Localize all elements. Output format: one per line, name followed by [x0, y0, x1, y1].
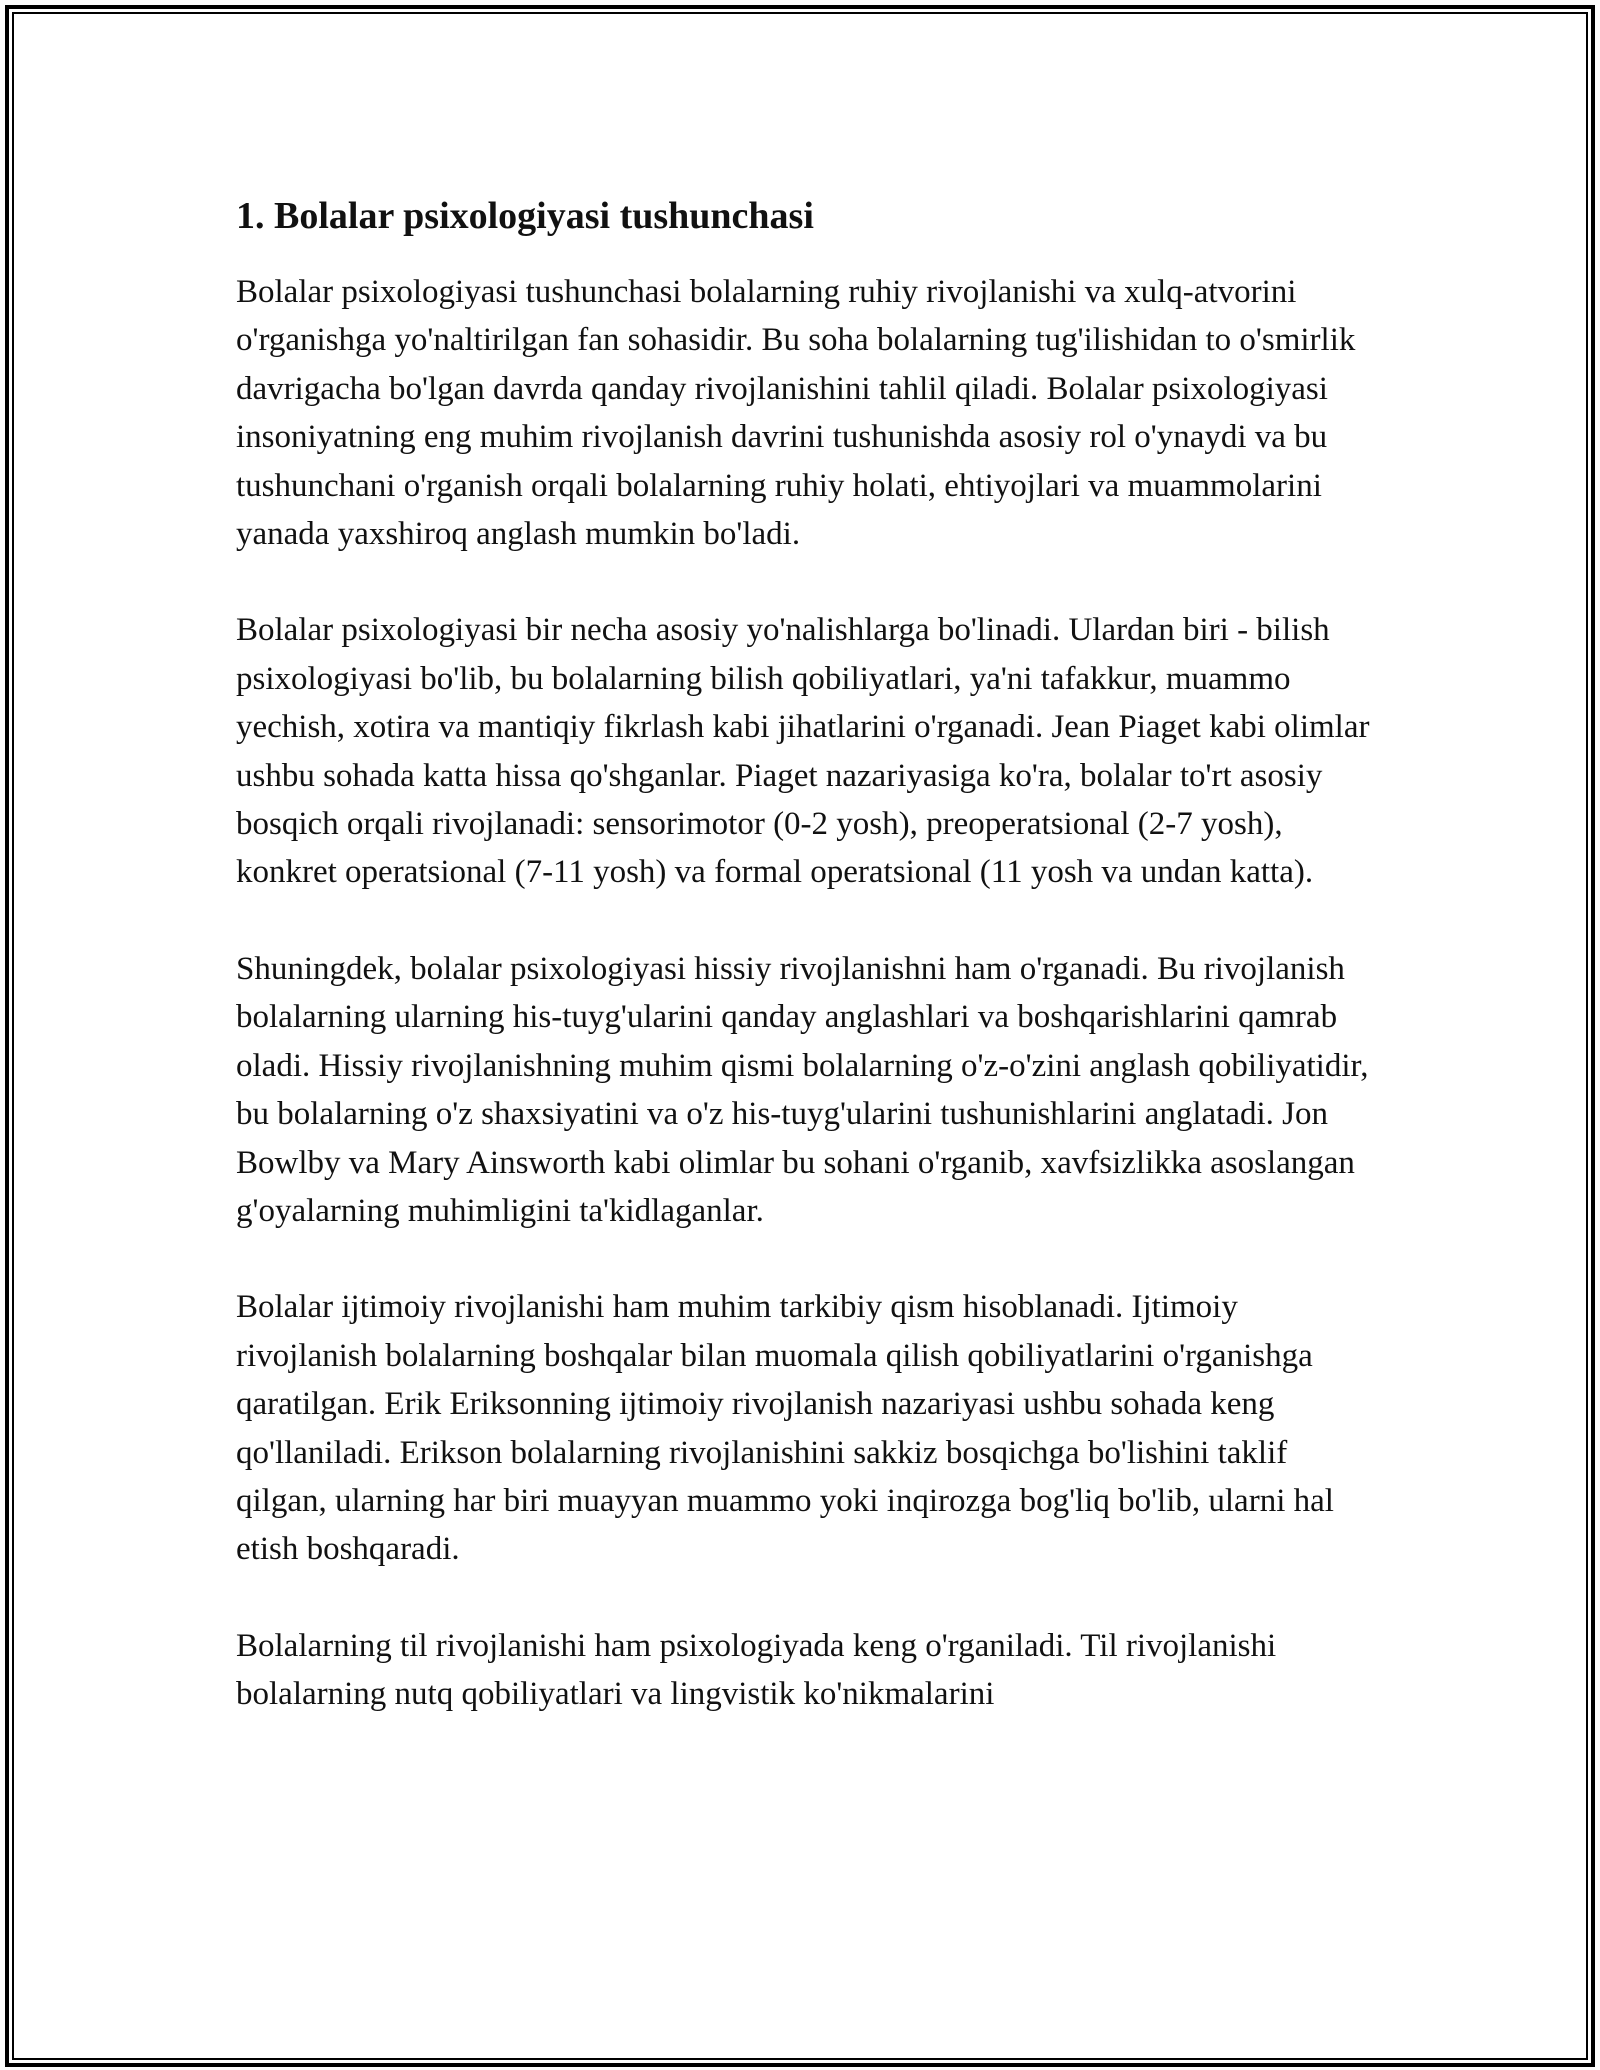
paragraph-intro: Bolalar psixologiyasi tushunchasi bolalarning ruhiy rivojlanishi va xulq-atvorini o'rganishga yo'naltirilgan fan sohasidir. Bu soha bolalarning tug'ilishidan to o'smirlik davrigacha bo'lgan davrda qanday rivojlanishini tahlil qiladi. Bolalar psixologiyasi insoniyatning eng muhim rivojlanish davrini tushunishda asosiy rol o'ynaydi va bu tushunchani o'rganish orqali bolalarning ruhiy holati, ehtiyojlari va muammolarini yanada yaxshiroq anglash mumkin bo'ladi. — [236, 274, 1356, 553]
document-body — [236, 188, 1376, 1767]
paragraph-emotional-development: Shuningdek, bolalar psixologiyasi hissiy rivojlanishni ham o'rganadi. Bu rivojlanish bolalarning ularning his-tuyg'ularini qanday anglashlari va boshqarishlarini qamrab oladi. Hissiy rivojlanishning muhim qismi bolalarning o'z-o'zini anglash qobiliyatidir, bu bolalarning o'z shaxsiyatini va o'z his-tuyg'ularini tushunishlarini anglatadi. Jon Bowlby va Mary Ainsworth kabi olimlar bu sohani o'rganib, xavfsizlikka asoslangan g'oyalarning muhimligini ta'kidlaganlar. — [236, 950, 1369, 1229]
section-heading: 1. Bolalar psixologiyasi tushunchasi — [236, 195, 814, 237]
paragraph-language-development: Bolalarning til rivojlanishi ham psixologiyada keng o'rganiladi. Til rivojlanishi bolalarning nutq qobiliyatlari va lingvistik ko'nikmalarini — [236, 1627, 1277, 1713]
paragraph-social-development: Bolalar ijtimoiy rivojlanishi ham muhim tarkibiy qism hisoblanadi. Ijtimoiy rivojlanish bolalarning boshqalar bilan muomala qilish qobiliyatlarini o'rganishga qaratilgan. Erik Eriksonning ijtimoiy rivojlanish nazariyasi ushbu sohada keng qo'llaniladi. Erikson bolalarning rivojlanishini sakkiz bosqichga bo'lishini taklif qilgan, ularning har biri muayyan muammo yoki inqirozga bog'liq bo'lib, ularni hal etish boshqaradi. — [236, 1289, 1334, 1568]
paragraph-cognitive-psychology: Bolalar psixologiyasi bir necha asosiy yo'nalishlarga bo'linadi. Ulardan biri - bilish psixologiyasi bo'lib, bu bolalarning bilish qobiliyatlari, ya'ni tafakkur, muammo yechish, xotira va mantiqiy fikrlash kabi jihatlarini o'rganadi. Jean Piaget kabi olimlar ushbu sohada katta hissa qo'shganlar. Piaget nazariyasiga ko'ra, bolalar to'rt asosiy bosqich orqali rivojlanadi: sensorimotor (0-2 yosh), preoperatsional (2-7 yosh), konkret operatsional (7-11 yosh) va formal operatsional (11 yosh va undan katta). — [236, 612, 1370, 891]
